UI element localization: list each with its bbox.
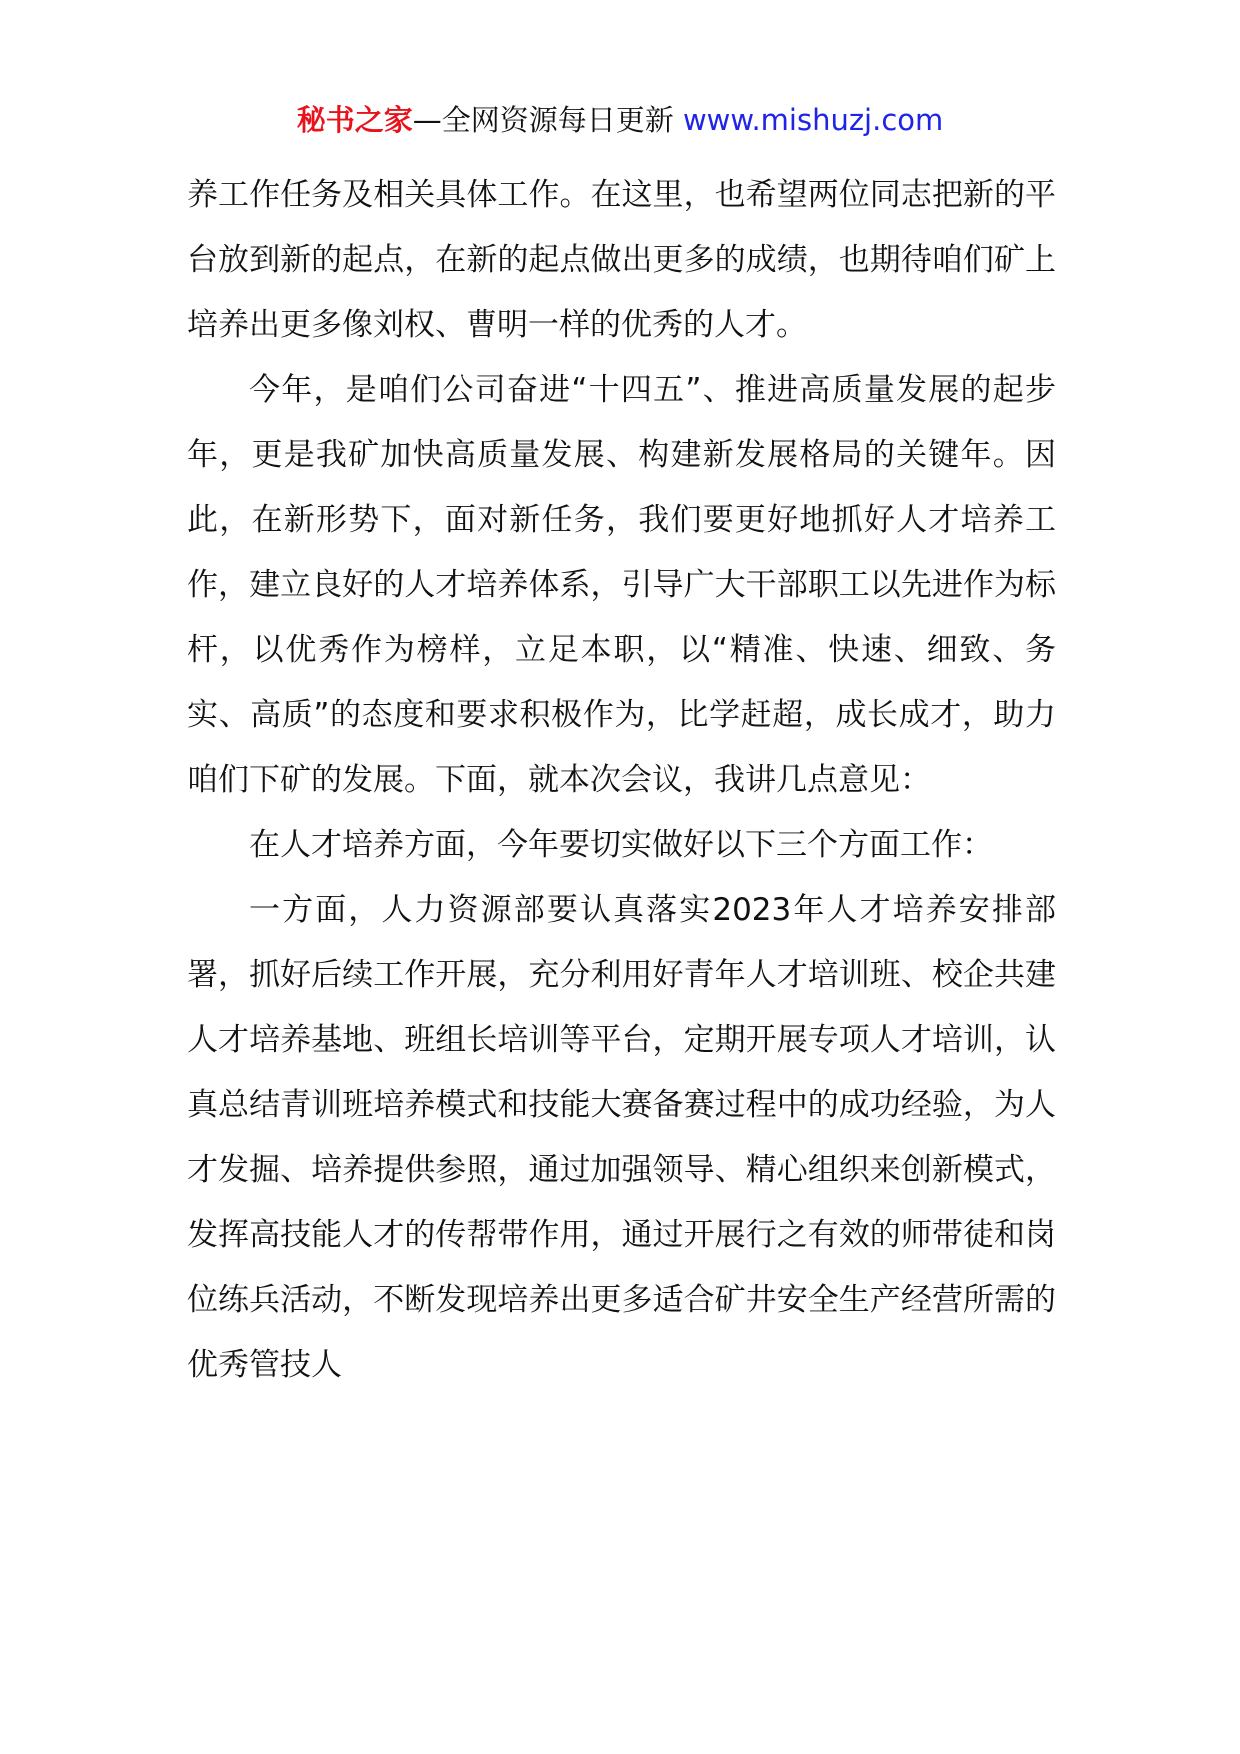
paragraph: 一方面，人力资源部要认真落实2023年人才培养安排部署，抓好后续工作开展，充分利用好青年人才培训班、校企共建人才培养基地、班组长培训等平台，定期开展专项人才培训，认真总结青训班培养模式和技能大赛备赛过程中的成功经验，为人才发掘、培养提供参照，通过加强领导、精心组织来创新模式，发挥高技能人才的传帮带作用，通过开展行之有效的师带徒和岗位练兵活动，不断发现培养出更多适合矿井安全生产经营所需的优秀管技人 <box>187 892 1056 1383</box>
site-brand: 秘书之家 <box>296 103 413 137</box>
paragraph: 在人才培养方面，今年要切实做好以下三个方面工作： <box>249 827 993 863</box>
page-header <box>0 100 1240 140</box>
paragraph: 今年，是咱们公司奋进“十四五”、推进高质量发展的起步年，更是我矿加快高质量发展、构建新发展格局的关键年。因此，在新形势下，面对新任务，我们要更好地抓好人才培养工作，建立良好的人才培养体系，引导广大干部职工以先进作为标杆，以优秀作为榜样，立足本职，以“精准、快速、细致、务实、高质”的态度和要求积极作为，比学赶超，成长成才，助力咱们下矿的发展。下面，就本次会议，我讲几点意见： <box>187 372 1056 798</box>
site-url: www.mishuzj.com <box>682 103 944 137</box>
site-tagline: —全网资源每日更新 <box>412 103 683 137</box>
document-body <box>187 163 1056 1398</box>
paragraph-continued: 养工作任务及相关具体工作。在这里，也希望两位同志把新的平台放到新的起点，在新的起点做出更多的成绩，也期待咱们矿上培养出更多像刘权、曹明一样的优秀的人才。 <box>187 177 1056 343</box>
